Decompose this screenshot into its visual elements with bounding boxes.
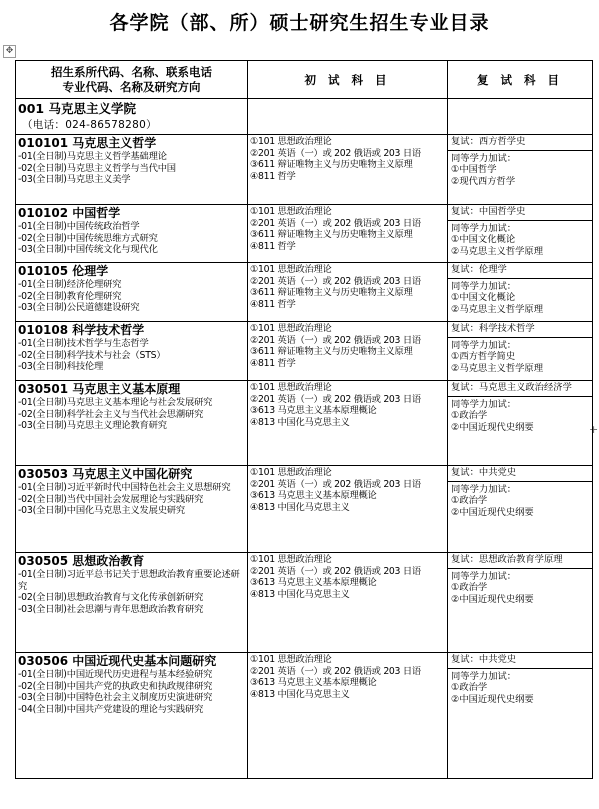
equal-ability-subject: ①政治学 bbox=[451, 682, 488, 694]
research-direction: -02(全日制)科学社会主义与当代社会思潮研究 bbox=[18, 408, 204, 420]
equal-ability-label: 同等学力加试： bbox=[451, 670, 517, 682]
major-title: 030503 马克思主义中国化研究 bbox=[18, 467, 193, 481]
equal-ability-label: 同等学力加试： bbox=[451, 280, 517, 292]
exam-cell bbox=[248, 322, 448, 381]
exam-subject: ③613 马克思主义基本原理概论 bbox=[250, 490, 377, 502]
equal-ability-label: 同等学力加试： bbox=[451, 339, 517, 351]
research-direction: -04(全日制)中国共产党建设的理论与实践研究 bbox=[18, 703, 204, 715]
equal-ability-subject: ②中国近现代史纲要 bbox=[451, 593, 534, 605]
exam-subject: ②201 英语（一）或 202 俄语或 203 日语 bbox=[250, 217, 421, 229]
retest-cell bbox=[448, 653, 593, 779]
exam-cell bbox=[248, 653, 448, 779]
equal-ability-subject: ②中国近现代史纲要 bbox=[451, 506, 534, 518]
research-direction: -03(全日制)中国传统文化与现代化 bbox=[18, 244, 158, 256]
retest-subject: 复试：中国哲学史 bbox=[448, 205, 592, 221]
research-direction: -03(全日制)马克思主义美学 bbox=[18, 174, 131, 186]
header-col3: 复 试 科 目 bbox=[476, 72, 563, 87]
equal-ability-label: 同等学力加试： bbox=[451, 398, 517, 410]
school-row bbox=[16, 99, 593, 135]
retest-subject: 复试：中共党史 bbox=[448, 466, 592, 482]
exam-subject: ②201 英语（一）或 202 俄语或 203 日语 bbox=[250, 147, 421, 159]
equal-ability-label: 同等学力加试： bbox=[451, 570, 517, 582]
exam-subject: ②201 英语（一）或 202 俄语或 203 日语 bbox=[250, 478, 421, 490]
exam-subject: ④813 中国化马克思主义 bbox=[250, 416, 350, 428]
equal-ability-subject: ②马克思主义哲学原理 bbox=[451, 362, 544, 374]
major-cell bbox=[16, 381, 248, 466]
research-direction: -02(全日制)马克思主义哲学与当代中国 bbox=[18, 162, 176, 174]
exam-subject: ②201 英语（一）或 202 俄语或 203 日语 bbox=[250, 393, 421, 405]
retest-cell bbox=[448, 553, 593, 653]
empty-cell bbox=[248, 99, 448, 135]
exam-subject: ①101 思想政治理论 bbox=[250, 323, 332, 334]
exam-cell bbox=[248, 135, 448, 205]
major-title: 030506 中国近现代史基本问题研究 bbox=[18, 654, 217, 668]
major-row bbox=[16, 653, 593, 779]
major-title: 010108 科学技术哲学 bbox=[18, 323, 145, 337]
exam-cell bbox=[248, 553, 448, 653]
catalog-table bbox=[15, 60, 593, 779]
research-direction: -03(全日制)公民道德建设研究 bbox=[18, 302, 140, 314]
major-row bbox=[16, 135, 593, 205]
major-cell bbox=[16, 653, 248, 779]
exam-subject: ①101 思想政治理论 bbox=[250, 467, 332, 478]
equal-ability-subject: ②马克思主义哲学原理 bbox=[451, 245, 544, 257]
retest-subject: 复试：思想政治教育学原理 bbox=[448, 553, 592, 569]
major-row bbox=[16, 205, 593, 263]
header-col2: 初 试 科 目 bbox=[304, 72, 391, 87]
exam-subject: ②201 英语（一）或 202 俄语或 203 日语 bbox=[250, 665, 421, 677]
exam-subject: ①101 思想政治理论 bbox=[250, 382, 332, 393]
research-direction: -03(全日制)科技伦理 bbox=[18, 361, 104, 373]
retest-subject: 复试：科学技术哲学 bbox=[448, 322, 592, 338]
equal-ability-subject: ①中国文化概论 bbox=[451, 292, 516, 304]
exam-cell bbox=[248, 466, 448, 553]
exam-subject: ④813 中国化马克思主义 bbox=[250, 688, 350, 700]
major-title: 010102 中国哲学 bbox=[18, 206, 121, 220]
exam-subject: ①101 思想政治理论 bbox=[250, 136, 332, 147]
empty-cell bbox=[448, 99, 593, 135]
major-title: 010101 马克思主义哲学 bbox=[18, 136, 157, 150]
major-cell bbox=[16, 553, 248, 653]
exam-subject: ④811 哲学 bbox=[250, 357, 296, 369]
equal-ability-subject: ①中国哲学 bbox=[451, 164, 497, 176]
major-row bbox=[16, 381, 593, 466]
exam-subject: ③611 辩证唯物主义与历史唯物主义原理 bbox=[250, 346, 413, 358]
equal-ability-subject: ②马克思主义哲学原理 bbox=[451, 303, 544, 315]
retest-cell bbox=[448, 381, 593, 466]
research-direction: -01(全日制)马克思主义基本理论与社会发展研究 bbox=[18, 397, 213, 408]
equal-ability-subject: ②中国近现代史纲要 bbox=[451, 421, 534, 433]
major-title: 010105 伦理学 bbox=[18, 264, 109, 278]
exam-subject: ①101 思想政治理论 bbox=[250, 554, 332, 565]
equal-ability-label: 同等学力加试： bbox=[451, 152, 517, 164]
research-direction: -03(全日制)马克思主义理论教育研究 bbox=[18, 420, 167, 432]
exam-subject: ④813 中国化马克思主义 bbox=[250, 501, 350, 513]
exam-subject: ①101 思想政治理论 bbox=[250, 264, 332, 275]
exam-subject: ②201 英语（一）或 202 俄语或 203 日语 bbox=[250, 334, 421, 346]
major-title: 030505 思想政治教育 bbox=[18, 554, 145, 568]
table-move-handle-icon[interactable]: ✥ bbox=[3, 45, 16, 58]
equal-ability-subject: ②现代西方哲学 bbox=[451, 175, 516, 187]
header-cell-programs bbox=[16, 61, 248, 99]
research-direction: -02(全日制)科学技术与社会（STS） bbox=[18, 349, 166, 361]
exam-subject: ③613 马克思主义基本原理概论 bbox=[250, 677, 377, 689]
research-direction: -02(全日制)当代中国社会发展理论与实践研究 bbox=[18, 493, 204, 505]
exam-subject: ③611 辩证唯物主义与历史唯物主义原理 bbox=[250, 287, 413, 299]
research-direction: -03(全日制)社会思潮与青年思想政治教育研究 bbox=[18, 603, 204, 615]
retest-subject: 复试：伦理学 bbox=[448, 263, 592, 279]
equal-ability-subject: ①中国文化概论 bbox=[451, 234, 516, 246]
exam-subject: ④811 哲学 bbox=[250, 170, 296, 182]
retest-cell bbox=[448, 322, 593, 381]
equal-ability-subject: ①西方哲学简史 bbox=[451, 351, 516, 363]
margin-plus-icon: + bbox=[589, 423, 599, 436]
exam-subject: ①101 思想政治理论 bbox=[250, 654, 332, 665]
research-direction: -01(全日制)习近平总书记关于思想政治教育重要论述研究 bbox=[18, 569, 240, 592]
school-phone: （电话：024-86578280） bbox=[22, 119, 157, 131]
exam-cell bbox=[248, 381, 448, 466]
equal-ability-label: 同等学力加试： bbox=[451, 483, 517, 495]
research-direction: -03(全日制)中国特色社会主义制度历史演进研究 bbox=[18, 692, 213, 704]
equal-ability-subject: ①政治学 bbox=[451, 582, 488, 594]
school-name: 001 马克思主义学院 bbox=[18, 101, 136, 116]
research-direction: -02(全日制)中国共产党的执政史和执政规律研究 bbox=[18, 680, 213, 692]
exam-subject: ④813 中国化马克思主义 bbox=[250, 588, 350, 600]
equal-ability-subject: ①政治学 bbox=[451, 410, 488, 422]
page-title: 各学院（部、所）硕士研究生招生专业目录 bbox=[109, 12, 490, 34]
research-direction: -02(全日制)思想政治教育与文化传承创新研究 bbox=[18, 592, 204, 604]
major-title: 030501 马克思主义基本原理 bbox=[18, 382, 181, 396]
exam-subject: ②201 英语（一）或 202 俄语或 203 日语 bbox=[250, 565, 421, 577]
exam-subject: ①101 思想政治理论 bbox=[250, 206, 332, 217]
equal-ability-subject: ①政治学 bbox=[451, 495, 488, 507]
research-direction: -01(全日制)习近平新时代中国特色社会主义思想研究 bbox=[18, 482, 231, 493]
exam-cell bbox=[248, 205, 448, 263]
equal-ability-subject: ②中国近现代史纲要 bbox=[451, 693, 534, 705]
research-direction: -02(全日制)中国传统思维方式研究 bbox=[18, 232, 158, 244]
header-col1-line1: 招生系所代码、名称、联系电话 bbox=[51, 65, 212, 79]
major-cell bbox=[16, 135, 248, 205]
major-row bbox=[16, 263, 593, 322]
exam-subject: ③613 马克思主义基本原理概论 bbox=[250, 577, 377, 589]
retest-cell bbox=[448, 263, 593, 322]
research-direction: -03(全日制)中国化马克思主义发展史研究 bbox=[18, 505, 185, 517]
research-direction: -02(全日制)教育伦理研究 bbox=[18, 290, 122, 302]
header-col1-line2: 专业代码、名称及研究方向 bbox=[62, 80, 201, 94]
school-cell bbox=[16, 99, 248, 135]
major-cell bbox=[16, 263, 248, 322]
major-row bbox=[16, 322, 593, 381]
header-cell-initial-exam bbox=[248, 61, 448, 99]
research-direction: -01(全日制)经济伦理研究 bbox=[18, 279, 122, 290]
research-direction: -01(全日制)技术哲学与生态哲学 bbox=[18, 338, 149, 349]
exam-subject: ③613 马克思主义基本原理概论 bbox=[250, 405, 377, 417]
research-direction: -01(全日制)中国传统政治哲学 bbox=[18, 221, 140, 232]
research-direction: -01(全日制)马克思主义哲学基础理论 bbox=[18, 151, 167, 162]
retest-subject: 复试：马克思主义政治经济学 bbox=[448, 381, 592, 397]
equal-ability-label: 同等学力加试： bbox=[451, 222, 517, 234]
retest-subject: 复试：西方哲学史 bbox=[448, 135, 592, 151]
header-cell-retest bbox=[448, 61, 593, 99]
retest-cell bbox=[448, 205, 593, 263]
exam-subject: ②201 英语（一）或 202 俄语或 203 日语 bbox=[250, 275, 421, 287]
major-row bbox=[16, 466, 593, 553]
exam-cell bbox=[248, 263, 448, 322]
major-cell bbox=[16, 466, 248, 553]
exam-subject: ③611 辩证唯物主义与历史唯物主义原理 bbox=[250, 159, 413, 171]
major-row bbox=[16, 553, 593, 653]
major-cell bbox=[16, 322, 248, 381]
retest-cell bbox=[448, 466, 593, 553]
research-direction: -01(全日制)中国近现代历史进程与基本经验研究 bbox=[18, 669, 213, 680]
retest-cell bbox=[448, 135, 593, 205]
header-row bbox=[16, 61, 593, 99]
major-cell bbox=[16, 205, 248, 263]
exam-subject: ④811 哲学 bbox=[250, 298, 296, 310]
retest-subject: 复试：中共党史 bbox=[448, 653, 592, 669]
exam-subject: ③611 辩证唯物主义与历史唯物主义原理 bbox=[250, 229, 413, 241]
exam-subject: ④811 哲学 bbox=[250, 240, 296, 252]
